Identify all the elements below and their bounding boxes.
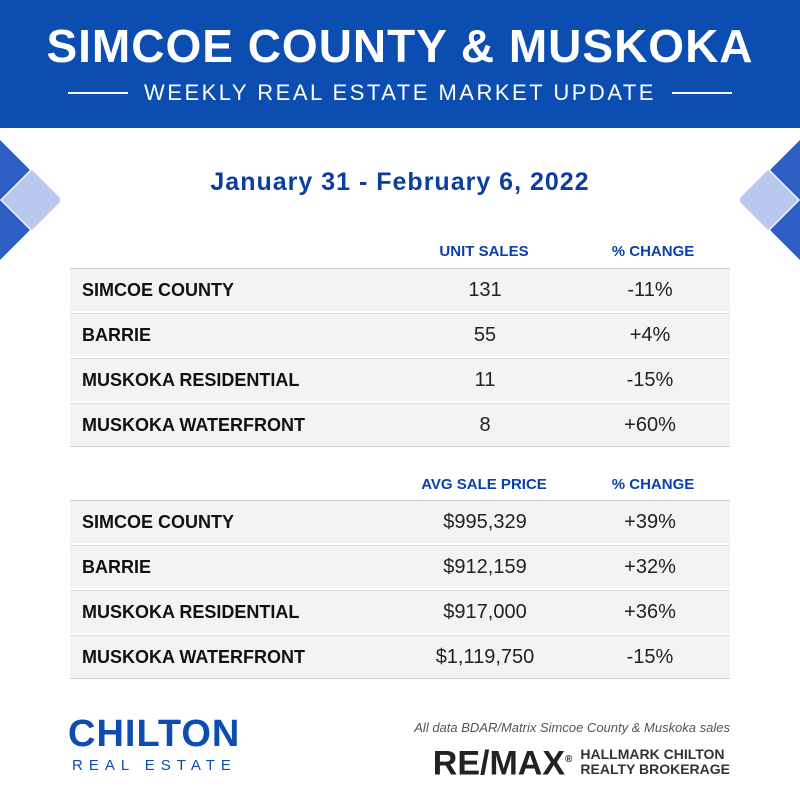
logo-name: CHILTON (68, 713, 241, 755)
table-row (70, 313, 730, 358)
remax-wordmark: RE/MAX® (432, 744, 573, 783)
header-banner (0, 0, 800, 128)
subtitle-row (0, 78, 800, 108)
row-label: MUSKOKA RESIDENTIAL (82, 369, 300, 390)
row-change: +32% (624, 555, 676, 578)
brokerage-logo (433, 742, 730, 781)
row-label: MUSKOKA RESIDENTIAL (82, 601, 300, 622)
decorative-diamonds-right (740, 140, 800, 260)
row-label: MUSKOKA WATERFRONT (82, 414, 305, 435)
row-value: 11 (474, 368, 496, 391)
row-value: 8 (479, 413, 491, 436)
row-value: 131 (468, 278, 502, 301)
subtitle-rule-left (68, 92, 128, 94)
row-value: 55 (473, 323, 497, 346)
unit-change-header: % CHANGE (611, 243, 695, 260)
unit-sales-header: UNIT SALES (439, 243, 529, 260)
table-row (70, 635, 730, 679)
row-label: BARRIE (82, 324, 152, 345)
chilton-logo (68, 714, 240, 776)
avg-price-table (70, 500, 730, 679)
remax-wordmark-text: RE/MAX (432, 744, 566, 783)
row-value: $912,159 (443, 555, 527, 578)
date-range: January 31 - February 6, 2022 (210, 168, 590, 196)
brokerage-line-2: REALTY BROKERAGE (580, 760, 730, 777)
row-label: SIMCOE COUNTY (82, 279, 235, 300)
row-change: -11% (627, 278, 673, 301)
table-row (70, 590, 730, 635)
table-row (70, 545, 730, 590)
row-change: -15% (626, 368, 674, 391)
unit-sales-table (70, 268, 730, 447)
row-value: $995,329 (443, 510, 527, 533)
brokerage-name (580, 747, 730, 777)
price-change-header: % CHANGE (611, 476, 695, 493)
row-change: +60% (624, 413, 676, 436)
row-change: +36% (624, 600, 676, 623)
page-subtitle: WEEKLY REAL ESTATE MARKET UPDATE (144, 80, 656, 105)
row-change: +4% (629, 323, 671, 346)
table-row (70, 268, 730, 313)
row-label: SIMCOE COUNTY (82, 511, 235, 532)
table-row (70, 358, 730, 403)
brokerage-line-1: HALLMARK CHILTON (580, 745, 725, 762)
row-value: $1,119,750 (435, 645, 535, 668)
subtitle-rule-right (672, 92, 732, 94)
row-value: $917,000 (443, 600, 527, 623)
row-label: MUSKOKA WATERFRONT (82, 646, 305, 667)
decorative-diamonds-left (0, 140, 60, 260)
avg-price-header: AVG SALE PRICE (421, 476, 547, 493)
logo-tagline: REAL ESTATE (72, 757, 237, 774)
table-row (70, 403, 730, 447)
row-change: -15% (626, 645, 674, 668)
page-title: SIMCOE COUNTY & MUSKOKA (46, 20, 754, 72)
data-source-note: All data BDAR/Matrix Simcoe County & Muskoka sales (414, 720, 730, 735)
row-label: BARRIE (82, 556, 152, 577)
table-row (70, 500, 730, 545)
row-change: +39% (624, 510, 676, 533)
